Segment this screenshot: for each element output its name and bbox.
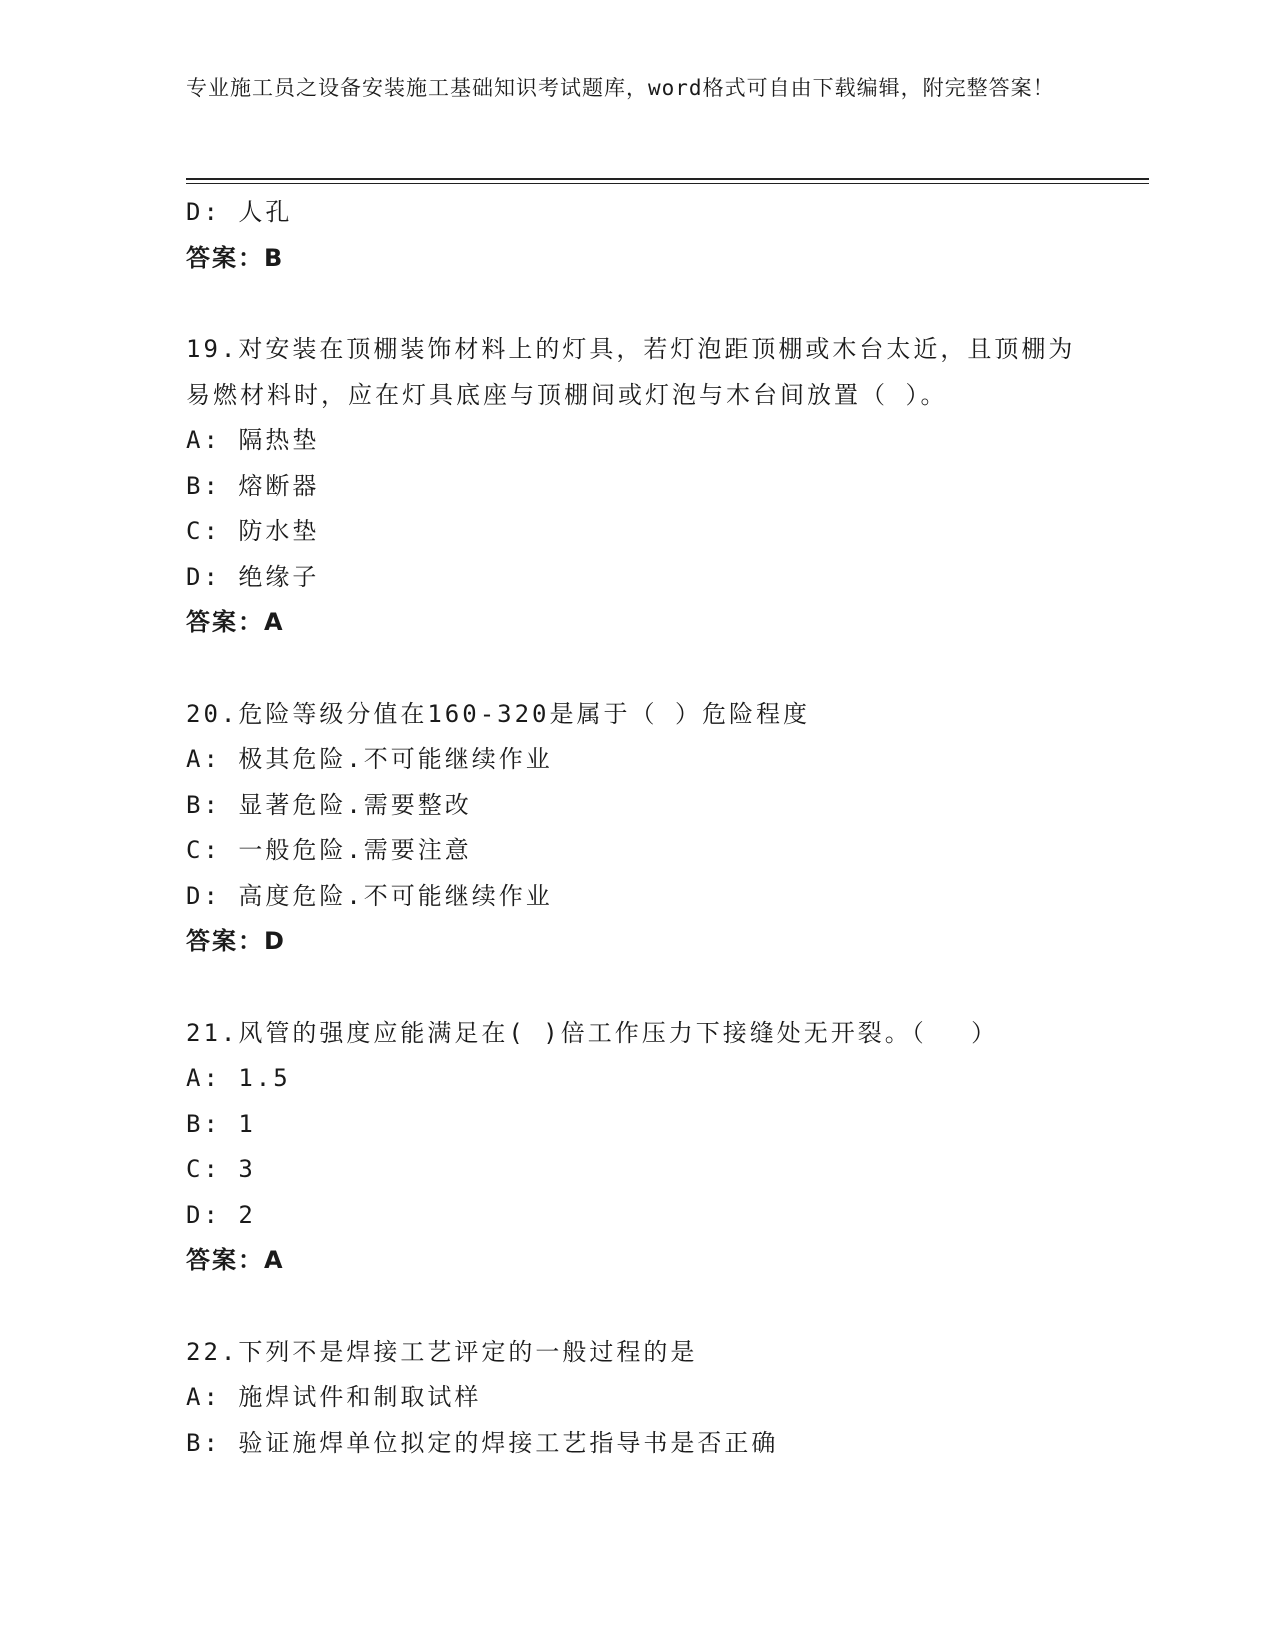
question-stem: 20.危险等级分值在160-320是属于（ ）危险程度 — [186, 699, 810, 728]
question-19 — [186, 327, 1086, 646]
spacer — [186, 646, 1086, 692]
question-stem: 22.下列不是焊接工艺评定的一般过程的是 — [186, 1337, 698, 1366]
option-a: A: 极其危险.不可能继续作业 — [186, 745, 553, 773]
header-divider-thin — [186, 183, 1149, 184]
option-d: D: 绝缘子 — [186, 562, 320, 591]
question-20 — [186, 692, 1086, 965]
option-d: D: 人孔 — [186, 198, 293, 226]
option-a: A: 施焊试件和制取试样 — [186, 1383, 482, 1411]
question-content — [186, 190, 1086, 1466]
question-stem: 19.对安装在顶棚装饰材料上的灯具，若灯泡距顶棚或木台太近，且顶棚为易燃材料时，应在灯具底座与顶棚间或灯泡与木台间放置（ ）。 — [186, 335, 1076, 409]
option-d: D: 2 — [186, 1200, 256, 1229]
spacer — [186, 965, 1086, 1011]
option-d: D: 高度危险.不可能继续作业 — [186, 881, 553, 910]
option-b: B: 验证施焊单位拟定的焊接工艺指导书是否正确 — [186, 1428, 779, 1457]
question-21 — [186, 1011, 1086, 1284]
option-c: C: 一般危险.需要注意 — [186, 836, 472, 864]
document-header: 专业施工员之设备安装施工基础知识考试题库，word格式可自由下载编辑，附完整答案！ — [186, 76, 1055, 100]
option-c: C: 防水垫 — [186, 517, 320, 545]
option-b: B: 熔断器 — [186, 471, 320, 500]
option-b: B: 1 — [186, 1109, 256, 1138]
header-divider-thick — [186, 178, 1149, 180]
option-b: B: 显著危险.需要整改 — [186, 790, 472, 819]
answer-line: 答案：B — [186, 243, 285, 272]
answer-line: 答案：D — [186, 927, 286, 955]
spacer — [186, 281, 1086, 327]
option-c: C: 3 — [186, 1155, 256, 1183]
option-a: A: 1.5 — [186, 1064, 291, 1092]
spacer — [186, 1284, 1086, 1330]
question-22 — [186, 1330, 1086, 1467]
option-a: A: 隔热垫 — [186, 426, 320, 454]
answer-line: 答案：A — [186, 608, 285, 636]
question-stem: 21.风管的强度应能满足在( )倍工作压力下接缝处无开裂。（ ） — [186, 1018, 999, 1047]
answer-line: 答案：A — [186, 1246, 285, 1274]
